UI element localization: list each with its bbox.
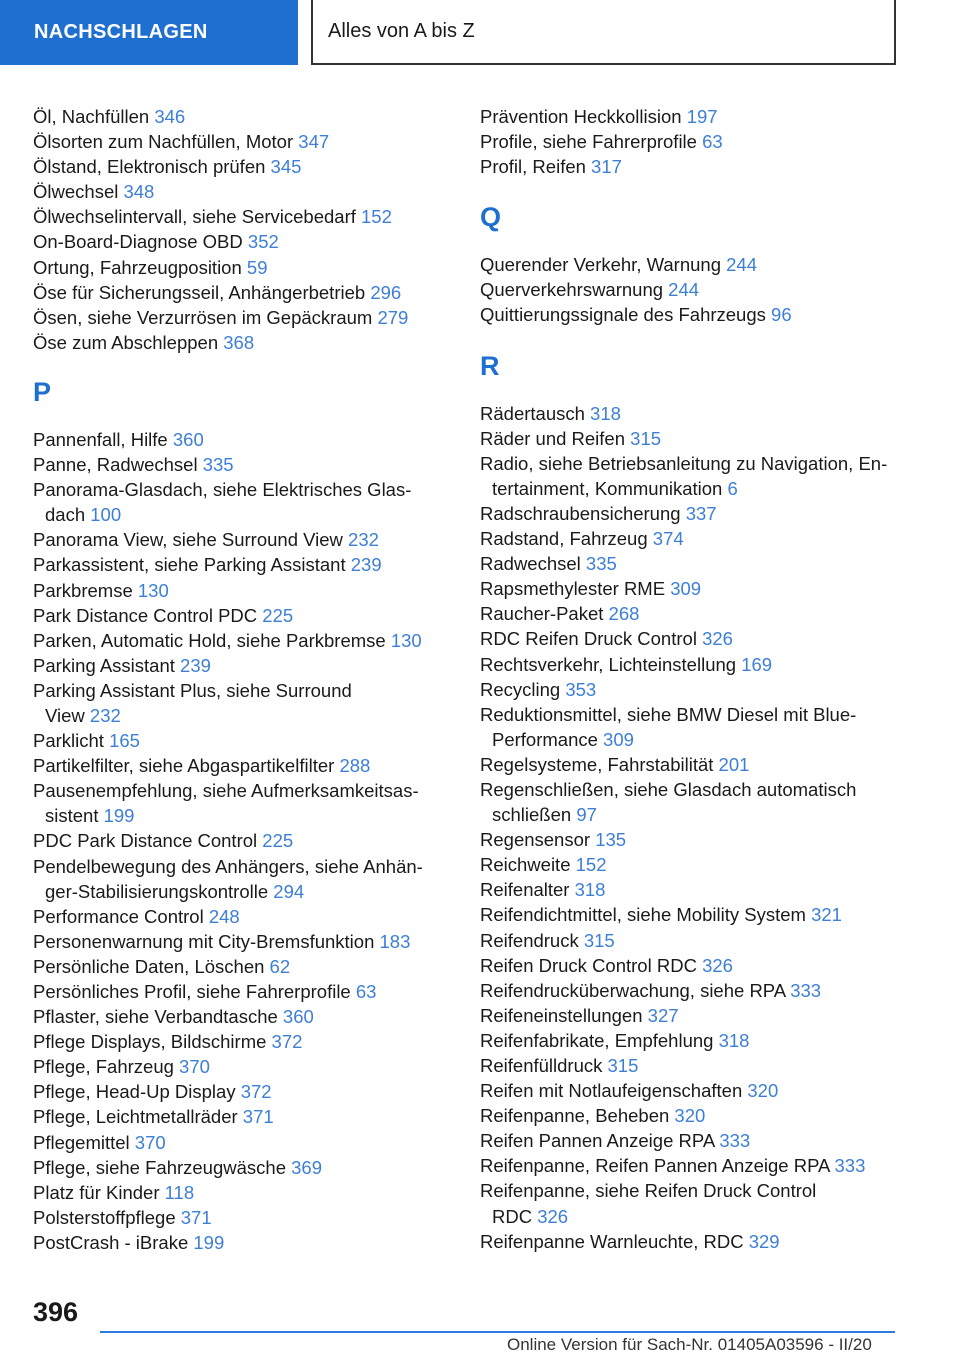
page-reference-link[interactable]: 63 xyxy=(702,131,723,153)
entry-term: Reichweite xyxy=(480,854,571,876)
page-reference-link[interactable]: 6 xyxy=(727,477,738,499)
entry-term: Recycling xyxy=(480,678,561,700)
entry-term: Parken, Automatic Hold, siehe Parkbremse xyxy=(33,629,386,651)
index-entry xyxy=(33,452,451,477)
page-reference-link[interactable]: 199 xyxy=(193,1231,225,1253)
entry-term: Ölwechsel xyxy=(33,181,119,203)
entry-term: Pflegemittel xyxy=(33,1131,130,1153)
index-entry xyxy=(33,154,451,179)
page-reference-link[interactable]: 165 xyxy=(109,730,140,752)
entry-term: Quittierungssignale des Fahrzeugs xyxy=(480,304,766,326)
entry-term-continuation: RDC xyxy=(492,1205,533,1227)
index-entry xyxy=(480,1153,920,1178)
index-entry xyxy=(480,1053,920,1078)
index-entry xyxy=(33,1155,451,1180)
entry-term: Regenschließen, siehe Glasdach automatisch xyxy=(480,778,857,800)
letter-heading-p: P xyxy=(33,376,52,407)
page-reference-link[interactable]: 335 xyxy=(585,553,617,575)
index-entry xyxy=(33,1029,451,1054)
section-title: NACHSCHLAGEN xyxy=(34,21,208,43)
entry-term: Reifen Druck Control RDC xyxy=(480,954,697,976)
entry-term: Regelsysteme, Fahrstabilität xyxy=(480,753,714,775)
entry-term-continuation: sistent xyxy=(45,805,99,827)
entry-term: Ölstand, Elektronisch prüfen xyxy=(33,156,266,178)
page-reference-link[interactable]: 268 xyxy=(608,603,640,625)
page-reference-link[interactable]: 326 xyxy=(702,954,733,976)
index-entry xyxy=(33,979,451,1004)
entry-term: Parking Assistant Plus, siehe Surround xyxy=(33,679,352,701)
page-reference-link[interactable]: 335 xyxy=(202,454,234,476)
footer-divider xyxy=(100,1331,895,1333)
entry-term: Parking Assistant xyxy=(33,654,175,676)
page-reference-link[interactable]: 333 xyxy=(719,1130,751,1152)
letter-heading-r: R xyxy=(480,350,500,381)
page-reference-link[interactable]: 360 xyxy=(172,428,204,450)
index-group-p-cont xyxy=(480,104,920,179)
index-entry xyxy=(33,854,451,904)
entry-term: PostCrash - iBrake xyxy=(33,1231,189,1253)
entry-term: Räder und Reifen xyxy=(480,427,626,449)
index-entry xyxy=(480,551,920,576)
page-reference-link[interactable]: 326 xyxy=(702,628,733,650)
page-reference-link[interactable]: 118 xyxy=(164,1181,195,1203)
index-entry xyxy=(33,229,451,254)
page-reference-link[interactable]: 372 xyxy=(271,1031,303,1053)
index-entry xyxy=(480,104,920,129)
entry-term: Parkassistent, siehe Parking Assistant xyxy=(33,554,346,576)
entry-term: Profile, siehe Fahrerprofile xyxy=(480,131,697,153)
index-entry xyxy=(480,426,920,451)
index-entry xyxy=(33,1205,451,1230)
entry-term: Querender Verkehr, Warnung xyxy=(480,254,721,276)
index-entry xyxy=(480,827,920,852)
index-entry xyxy=(480,677,920,702)
entry-term: Personenwarnung mit City-Bremsfunktion xyxy=(33,930,375,952)
entry-term: Pendelbewegung des Anhängers, siehe Anhän- xyxy=(33,855,423,877)
page-reference-link[interactable]: 100 xyxy=(90,504,122,526)
entry-term: Öse zum Abschleppen xyxy=(33,331,219,353)
index-entry xyxy=(33,1004,451,1029)
page-reference-link[interactable]: 296 xyxy=(370,281,402,303)
entry-term: Rädertausch xyxy=(480,402,585,424)
entry-term: Park Distance Control PDC xyxy=(33,604,258,626)
page-reference-link[interactable]: 62 xyxy=(269,955,291,977)
index-group-q xyxy=(480,252,920,327)
entry-term: Radschraubensicherung xyxy=(480,502,681,524)
entry-term: Pausenempfehlung, siehe Aufmerksamkeitsas- xyxy=(33,780,419,802)
entry-term: Radio, siehe Betriebsanleitung zu Navigation, En- xyxy=(480,452,888,474)
entry-term: Pflege, Fahrzeug xyxy=(33,1056,174,1078)
entry-term: Reifen Pannen Anzeige RPA xyxy=(480,1130,715,1152)
index-group-p xyxy=(33,427,451,1255)
entry-term: Reifen mit Notlaufeigenschaften xyxy=(480,1080,743,1102)
entry-term: Pannenfall, Hilfe xyxy=(33,428,168,450)
entry-term: Ösen, siehe Verzurrösen im Gepäckraum xyxy=(33,306,373,328)
page-reference-link[interactable]: 232 xyxy=(89,704,121,726)
entry-term: Radwechsel xyxy=(480,553,581,575)
entry-term-continuation: schließen xyxy=(492,804,572,826)
page-reference-link[interactable]: 309 xyxy=(603,728,634,750)
entry-term: Rapsmethylester RME xyxy=(480,578,666,600)
index-entry xyxy=(480,1028,920,1053)
index-entry xyxy=(33,179,451,204)
index-entry xyxy=(480,1178,920,1228)
page-reference-link[interactable]: 370 xyxy=(179,1056,210,1078)
page-reference-link[interactable]: 97 xyxy=(576,804,597,826)
entry-term: Reifenalter xyxy=(480,879,570,901)
index-entry xyxy=(33,1079,451,1104)
entry-term: Öl, Nachfüllen xyxy=(33,106,150,127)
index-entry xyxy=(33,1054,451,1079)
entry-term: Parklicht xyxy=(33,730,104,752)
page-reference-link[interactable]: 370 xyxy=(134,1131,166,1153)
page-reference-link[interactable]: 288 xyxy=(339,755,371,777)
index-entry xyxy=(33,578,451,603)
index-entry xyxy=(33,477,451,527)
page-reference-link[interactable]: 244 xyxy=(668,279,700,301)
index-entry xyxy=(33,1230,451,1255)
page-reference-link[interactable]: 372 xyxy=(240,1081,272,1103)
page-number: 396 xyxy=(33,1297,79,1327)
page-reference-link[interactable]: 232 xyxy=(348,529,379,551)
page-reference-link[interactable]: 333 xyxy=(834,1155,866,1177)
index-entry xyxy=(480,852,920,877)
index-entry xyxy=(480,978,920,1003)
entry-term: Reifendruck xyxy=(480,929,579,951)
entry-term: Reifeneinstellungen xyxy=(480,1004,643,1026)
page-reference-link[interactable]: 294 xyxy=(273,880,305,902)
page-reference-link[interactable]: 318 xyxy=(718,1029,750,1051)
entry-term: Reifenfülldruck xyxy=(480,1055,603,1076)
page-reference-link[interactable]: 130 xyxy=(390,629,422,651)
index-entry xyxy=(480,154,920,179)
entry-term-continuation: ger-Stabilisierungskontrolle xyxy=(45,880,269,902)
index-entry xyxy=(480,1128,920,1153)
page-reference-link[interactable]: 333 xyxy=(790,979,822,1001)
index-entry xyxy=(480,401,920,426)
index-entry xyxy=(33,778,451,828)
page-reference-link[interactable]: 239 xyxy=(180,654,211,676)
index-entry xyxy=(480,1003,920,1028)
index-entry xyxy=(33,527,451,552)
page-reference-link[interactable]: 371 xyxy=(180,1206,212,1228)
index-entry xyxy=(480,601,920,626)
index-group-o xyxy=(33,104,451,355)
page-reference-link[interactable]: 130 xyxy=(137,579,169,601)
index-entry xyxy=(33,204,451,229)
index-entry xyxy=(33,427,451,452)
page-reference-link[interactable]: 326 xyxy=(537,1205,569,1227)
index-entry xyxy=(33,954,451,979)
letter-heading-q: Q xyxy=(480,202,502,233)
page-reference-link[interactable]: 63 xyxy=(355,981,377,1002)
index-entry xyxy=(480,1229,920,1254)
index-entry xyxy=(480,129,920,154)
index-entry xyxy=(480,526,920,551)
page-reference-link[interactable]: 225 xyxy=(262,830,294,852)
chapter-title: Alles von A bis Z xyxy=(328,20,475,42)
entry-term: Polsterstoffpflege xyxy=(33,1206,176,1228)
entry-term: Prävention Heckkollision xyxy=(480,106,682,127)
index-column-left xyxy=(33,104,451,1255)
index-entry xyxy=(33,129,451,154)
page-reference-link[interactable]: 346 xyxy=(154,106,186,127)
page-reference-link[interactable]: 374 xyxy=(652,528,684,550)
entry-term: Pflege, Head-Up Display xyxy=(33,1081,236,1103)
index-entry xyxy=(33,552,451,577)
index-entry xyxy=(480,928,920,953)
page-reference-link[interactable]: 248 xyxy=(208,905,240,927)
index-entry xyxy=(480,877,920,902)
index-entry xyxy=(480,702,920,752)
entry-term: Parkbremse xyxy=(33,579,133,601)
entry-term: Persönliches Profil, siehe Fahrerprofile xyxy=(33,981,351,1002)
index-entry xyxy=(33,305,451,330)
page-reference-link[interactable]: 183 xyxy=(379,930,411,952)
index-entry xyxy=(33,753,451,778)
index-entry xyxy=(480,1078,920,1103)
entry-term: Ölwechselintervall, siehe Servicebedarf xyxy=(33,206,356,228)
index-entry xyxy=(480,902,920,927)
page-reference-link[interactable]: 315 xyxy=(583,929,615,951)
page-reference-link[interactable]: 369 xyxy=(291,1156,322,1178)
index-entry xyxy=(33,280,451,305)
entry-term-continuation: dach xyxy=(45,504,86,526)
page-reference-link[interactable]: 315 xyxy=(607,1055,639,1076)
entry-term: Partikelfilter, siehe Abgaspartikelfilter xyxy=(33,755,335,777)
entry-term: Pflaster, siehe Verbandtasche xyxy=(33,1006,278,1028)
entry-term: Öse für Sicherungsseil, Anhängerbetrieb xyxy=(33,281,366,303)
index-entry xyxy=(480,752,920,777)
index-entry xyxy=(33,1104,451,1129)
entry-term: Panorama View, siehe Surround View xyxy=(33,529,343,551)
chapter-header xyxy=(311,0,896,65)
entry-term: Pflege, siehe Fahrzeugwäsche xyxy=(33,1156,286,1178)
index-entry xyxy=(33,728,451,753)
index-entry xyxy=(33,828,451,853)
entry-term: Querverkehrswarnung xyxy=(480,279,664,301)
page-reference-link[interactable]: 96 xyxy=(771,304,792,326)
page-reference-link[interactable]: 368 xyxy=(223,331,255,353)
page-reference-link[interactable]: 318 xyxy=(574,879,606,901)
entry-term-continuation: tertainment, Kommunikation xyxy=(492,477,723,499)
page-reference-link[interactable]: 135 xyxy=(595,829,627,851)
page-reference-link[interactable]: 371 xyxy=(242,1106,274,1128)
page-reference-link[interactable]: 239 xyxy=(350,554,382,576)
footer-note: Online Version für Sach-Nr. 01405A03596 - II/20 xyxy=(507,1335,872,1354)
index-entry xyxy=(480,1103,920,1128)
entry-term: Performance Control xyxy=(33,905,204,927)
index-entry xyxy=(480,652,920,677)
index-entry xyxy=(33,1130,451,1155)
index-entry xyxy=(480,252,920,277)
entry-term-continuation: Performance xyxy=(492,728,598,750)
page-reference-link[interactable]: 320 xyxy=(674,1105,706,1127)
page-reference-link[interactable]: 352 xyxy=(247,231,279,253)
page-reference-link[interactable]: 353 xyxy=(565,678,597,700)
index-entry xyxy=(33,628,451,653)
index-entry xyxy=(33,653,451,678)
index-column-right xyxy=(480,104,920,1254)
entry-term: Reifenpanne, Reifen Pannen Anzeige RPA xyxy=(480,1155,830,1177)
entry-term: Reifendrucküberwachung, siehe RPA xyxy=(480,979,786,1001)
page-reference-link[interactable]: 225 xyxy=(262,604,294,626)
page-reference-link[interactable]: 320 xyxy=(747,1080,779,1102)
index-entry xyxy=(480,777,920,827)
index-group-r xyxy=(480,401,920,1254)
page-reference-link[interactable]: 337 xyxy=(685,502,717,524)
index-entry xyxy=(33,330,451,355)
index-entry xyxy=(33,904,451,929)
index-entry xyxy=(33,104,451,129)
page-reference-link[interactable]: 197 xyxy=(686,106,718,127)
entry-term: Platz für Kinder xyxy=(33,1181,160,1203)
entry-term: Panorama-Glasdach, siehe Elektrisches Glas- xyxy=(33,479,412,501)
index-entry xyxy=(480,953,920,978)
entry-term: Reifenpanne Warnleuchte, RDC xyxy=(480,1230,744,1252)
page-reference-link[interactable]: 279 xyxy=(377,306,409,328)
page-reference-link[interactable]: 315 xyxy=(630,427,662,449)
entry-term: Profil, Reifen xyxy=(480,156,586,178)
page-reference-link[interactable]: 59 xyxy=(246,256,268,278)
entry-term: Pflege, Leichtmetallräder xyxy=(33,1106,238,1128)
entry-term: Reifenpanne, siehe Reifen Druck Control xyxy=(480,1180,817,1202)
page-reference-link[interactable]: 318 xyxy=(590,402,621,424)
entry-term: Pflege Displays, Bildschirme xyxy=(33,1031,267,1053)
page-reference-link[interactable]: 327 xyxy=(647,1004,679,1026)
page-reference-link[interactable]: 360 xyxy=(282,1006,314,1028)
entry-term: Radstand, Fahrzeug xyxy=(480,528,648,550)
page-reference-link[interactable]: 244 xyxy=(726,254,757,276)
entry-term: Regensensor xyxy=(480,829,591,851)
entry-term: Ortung, Fahrzeugposition xyxy=(33,256,242,278)
page-reference-link[interactable]: 199 xyxy=(103,805,135,827)
page-reference-link[interactable]: 201 xyxy=(718,753,750,775)
page-reference-link[interactable]: 321 xyxy=(811,904,842,926)
index-entry xyxy=(33,678,451,728)
page-reference-link[interactable]: 317 xyxy=(591,156,622,178)
entry-term: Raucher-Paket xyxy=(480,603,604,625)
page-reference-link[interactable]: 345 xyxy=(270,156,302,178)
page-reference-link[interactable]: 329 xyxy=(748,1230,780,1252)
entry-term: Reduktionsmittel, siehe BMW Diesel mit Blue- xyxy=(480,703,857,725)
entry-term: Panne, Radwechsel xyxy=(33,454,198,476)
page-reference-link[interactable]: 169 xyxy=(741,653,773,675)
entry-term: On-Board-Diagnose OBD xyxy=(33,231,243,253)
entry-term: Rechtsverkehr, Lichteinstellung xyxy=(480,653,737,675)
index-entry xyxy=(33,1180,451,1205)
index-entry xyxy=(33,255,451,280)
entry-term: Reifenpanne, Beheben xyxy=(480,1105,670,1127)
section-tab xyxy=(0,0,298,65)
page-reference-link[interactable]: 348 xyxy=(123,181,155,203)
entry-term: RDC Reifen Druck Control xyxy=(480,628,697,650)
page-reference-link[interactable]: 152 xyxy=(361,206,392,228)
index-entry xyxy=(480,302,920,327)
entry-term-continuation: View xyxy=(45,704,85,726)
entry-term: Reifenfabrikate, Empfehlung xyxy=(480,1029,714,1051)
index-entry xyxy=(480,277,920,302)
index-entry xyxy=(480,576,920,601)
entry-term: Ölsorten zum Nachfüllen, Motor xyxy=(33,131,294,153)
index-entry xyxy=(33,603,451,628)
index-entry xyxy=(33,929,451,954)
page-reference-link[interactable]: 347 xyxy=(298,131,330,153)
page-reference-link[interactable]: 309 xyxy=(670,578,702,600)
page-reference-link[interactable]: 152 xyxy=(575,854,607,876)
entry-term: Persönliche Daten, Löschen xyxy=(33,955,265,977)
entry-term: Reifendichtmittel, siehe Mobility System xyxy=(480,904,806,926)
entry-term: PDC Park Distance Control xyxy=(33,830,258,852)
index-entry xyxy=(480,451,920,501)
index-entry xyxy=(480,626,920,651)
index-entry xyxy=(480,501,920,526)
